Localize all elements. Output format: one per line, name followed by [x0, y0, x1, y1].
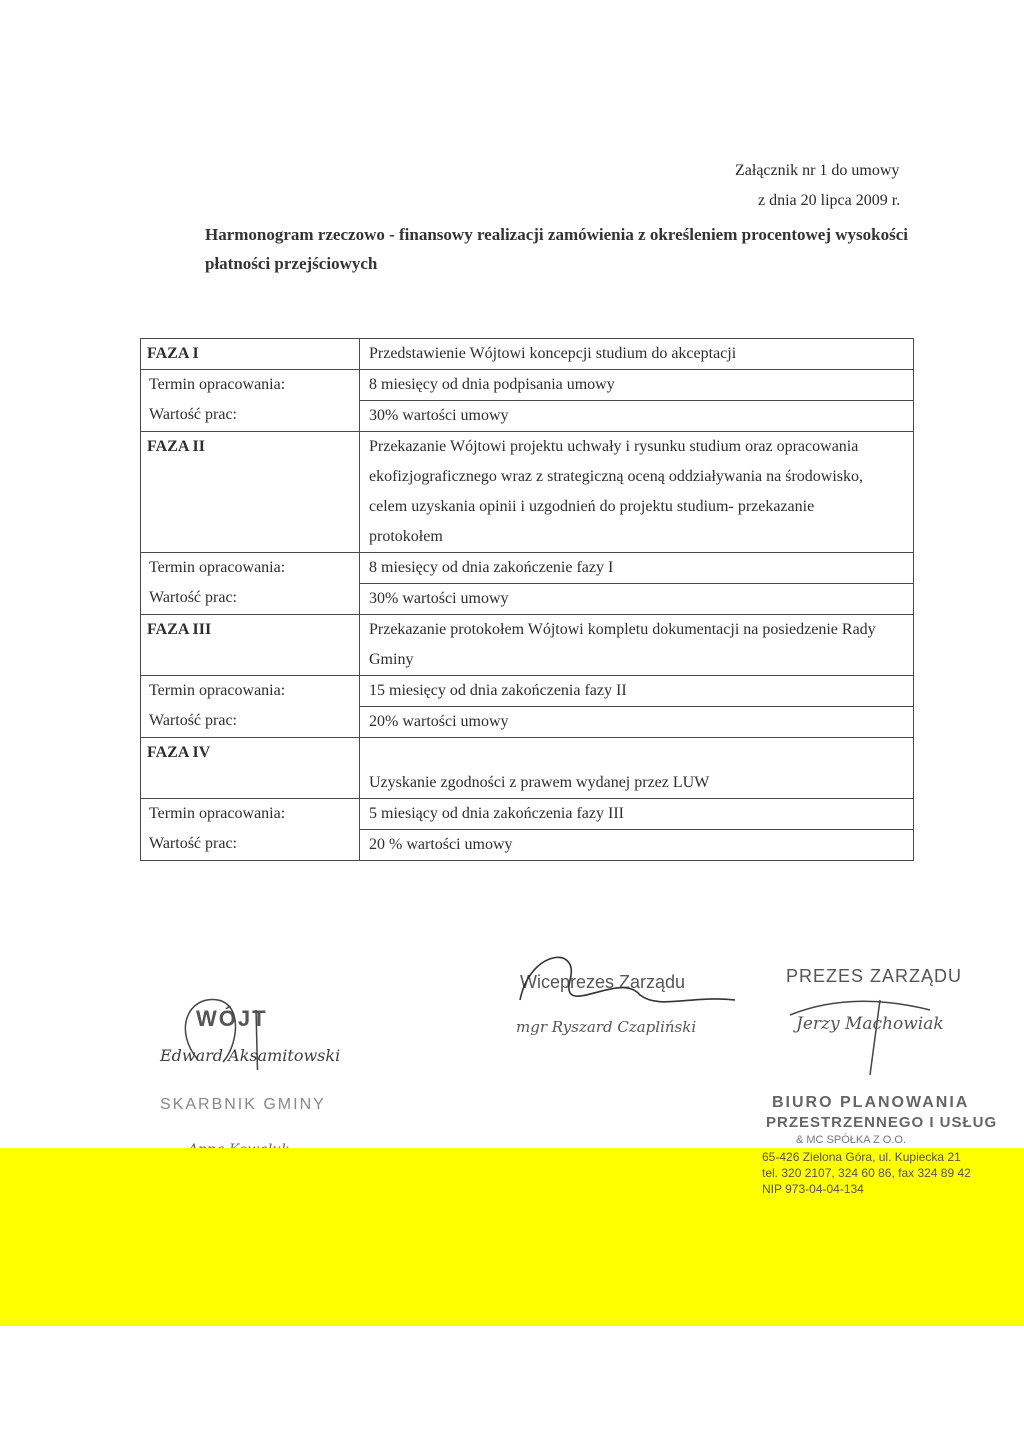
phase-1-values	[360, 370, 914, 432]
wojt-name: Edward Aksamitowski	[160, 1046, 341, 1065]
vice-president-name: mgr Ryszard Czapliński	[516, 1018, 697, 1036]
phase-4-values	[360, 799, 914, 861]
phase-4-value: 20 % wartości umowy	[369, 836, 513, 853]
phase-1-term-label: Termin opracowania:	[149, 376, 286, 393]
phase-4-term-label: Termin opracowania:	[149, 805, 286, 822]
phase-2-description-cell	[360, 432, 914, 553]
phase-2-name-cell	[141, 432, 360, 553]
phase-3-description-line: Przekazanie protokołem Wójtowi kompletu dokumentacji na posiedzenie Rady	[369, 621, 876, 638]
phase-1-name-cell	[141, 339, 360, 370]
phase-2-values	[360, 553, 914, 615]
phase-2-description-line: Przekazanie Wójtowi projektu uchwały i rysunku studium oraz opracowania	[369, 438, 859, 455]
phase-1-value-label: Wartość prac:	[149, 406, 237, 423]
phase-2-labels	[141, 553, 360, 615]
company-stamp-line-3: & MC SPÓŁKA Z O.O.	[796, 1134, 907, 1146]
president-signature-scribble	[780, 990, 950, 1080]
phase-1-term-row	[141, 370, 914, 432]
phase-4-term: 5 miesiący od dnia zakończenia fazy III	[360, 799, 913, 830]
phase-4-description-line	[360, 738, 913, 768]
title-line-1: Harmonogram rzeczowo - finansowy realizacji zamówienia z określeniem procentowej wysokości	[205, 225, 908, 244]
phase-2-term-label: Termin opracowania:	[149, 559, 286, 576]
company-stamp-line-6: NIP 973-04-04-134	[762, 1182, 864, 1196]
vice-president-signature-scribble	[500, 940, 740, 1030]
phase-2-value: 30% wartości umowy	[369, 590, 509, 607]
document-title	[205, 220, 925, 278]
vice-president-stamp: Wiceprezes Zarządu	[520, 972, 686, 992]
schedule-table	[140, 338, 914, 861]
phase-3-labels	[141, 676, 360, 738]
president-name: Jerzy Machowiak	[796, 1014, 944, 1034]
phase-1-value: 30% wartości umowy	[369, 407, 509, 424]
phase-2-name: FAZA II	[147, 438, 205, 455]
phase-1-name: FAZA I	[147, 345, 199, 362]
phase-2-description-line: protokołem	[369, 528, 443, 545]
annex-date: z dnia 20 lipca 2009 r.	[758, 192, 901, 209]
phase-3-header-row	[141, 615, 914, 676]
phase-3-name: FAZA III	[147, 621, 212, 638]
company-stamp-line-2: PRZESTRZENNEGO I USŁUG	[766, 1114, 998, 1131]
phase-2-term-row	[141, 553, 914, 615]
phase-4-name-cell	[141, 738, 360, 799]
phase-4-description-line: Uzyskanie zgodności z prawem wydanej przez LUW	[369, 774, 710, 791]
company-stamp-line-4: 65-426 Zielona Góra, ul. Kupiecka 21	[762, 1150, 961, 1164]
phase-3-name-cell	[141, 615, 360, 676]
phase-3-description-cell	[360, 615, 914, 676]
skarbnik-stamp: SKARBNIK GMINY	[160, 1096, 326, 1113]
phase-2-value-label: Wartość prac:	[149, 589, 237, 606]
phase-2-description-line: celem uzyskania opinii i uzgodnień do projektu studium- przekazanie	[369, 498, 815, 515]
wojt-stamp: WÓJT	[196, 1006, 268, 1031]
phase-1-header-row	[141, 339, 914, 370]
phase-2-header-row	[141, 432, 914, 553]
phase-4-term-row	[141, 799, 914, 861]
company-stamp-line-1: BIURO PLANOWANIA	[772, 1094, 970, 1111]
phase-4-description-cell	[360, 738, 914, 799]
annex-label: Załącznik nr 1 do umowy	[735, 162, 900, 179]
phase-1-labels	[141, 370, 360, 432]
phase-3-value: 20% wartości umowy	[369, 713, 509, 730]
phase-3-description-line: Gminy	[369, 651, 414, 668]
phase-3-value-label: Wartość prac:	[149, 712, 237, 729]
phase-4-name: FAZA IV	[147, 744, 211, 761]
phase-1-term: 8 miesięcy od dnia podpisania umowy	[360, 370, 913, 401]
phase-3-values	[360, 676, 914, 738]
phase-1-description-cell	[360, 339, 914, 370]
phase-4-header-row	[141, 738, 914, 799]
phase-1-description: Przedstawienie Wójtowi koncepcji studium do akceptacji	[369, 345, 737, 362]
phase-3-term-row	[141, 676, 914, 738]
phase-3-term: 15 miesięcy od dnia zakończenia fazy II	[360, 676, 913, 707]
phase-2-description-line: ekofizjograficznego wraz z strategiczną oceną oddziaływania na środowisko,	[369, 468, 863, 485]
phase-2-term: 8 miesięcy od dnia zakończenie fazy I	[360, 553, 913, 584]
title-line-2: płatności przejściowych	[205, 254, 378, 273]
phase-4-value-label: Wartość prac:	[149, 835, 237, 852]
president-stamp: PREZES ZARZĄDU	[786, 966, 963, 986]
phase-3-term-label: Termin opracowania:	[149, 682, 286, 699]
phase-4-labels	[141, 799, 360, 861]
company-stamp-line-5: tel. 320 2107, 324 60 86, fax 324 89 42	[762, 1166, 971, 1180]
